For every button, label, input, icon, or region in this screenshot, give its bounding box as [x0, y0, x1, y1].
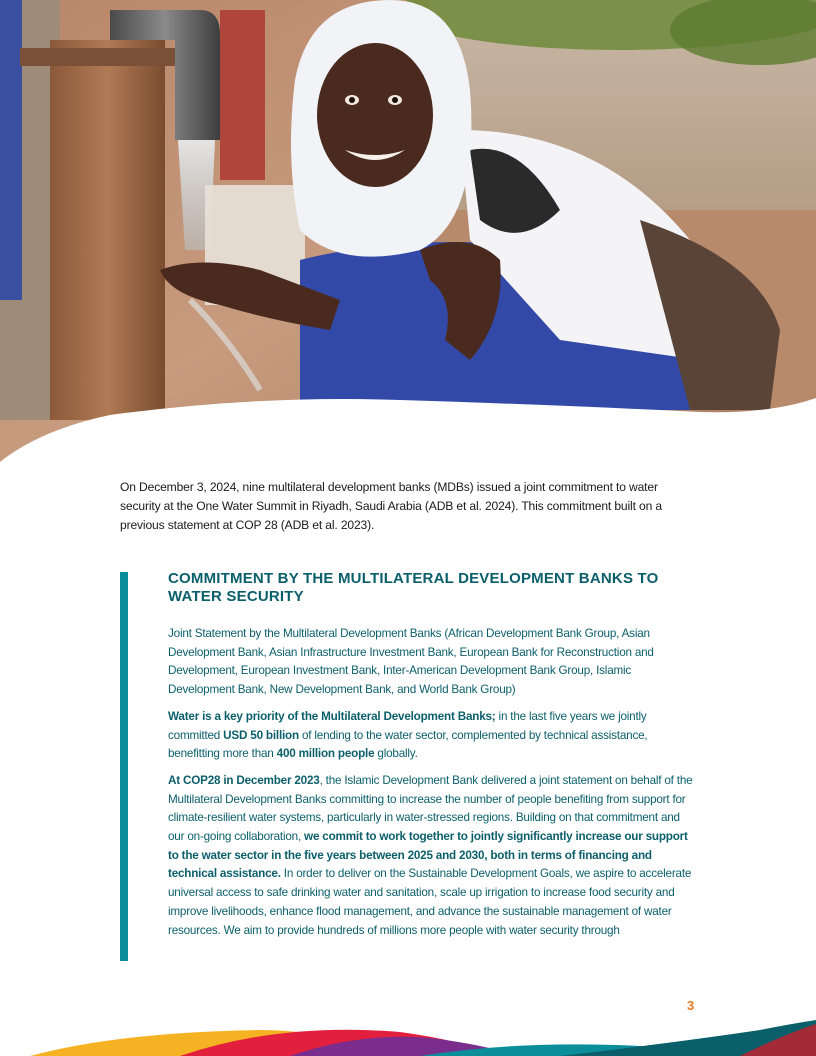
girl-at-water-tap-photo	[0, 0, 816, 470]
callout-p2-bold-1: Water is a key priority of the Multilateral Development Banks;	[168, 709, 496, 723]
callout-paragraph-1: Joint Statement by the Multilateral Development Banks (African Development Bank Group, Asian Development Bank, Asian Infrastructure Investment Bank, European Bank for Reconstruction and Development, European Investment Bank, Inter-American Development Bank Group, Islamic Development Bank, New Development Bank, and World Bank Group)	[168, 627, 654, 697]
footer-color-wave	[0, 1020, 816, 1056]
callout-p2-text-1: in the last five years we jointly committed	[168, 709, 647, 742]
callout-p3-bold-2: we commit to work together to jointly significantly increase our support to the water sector in the five years between 2025 and 2030, both in terms of financing and technical assistance.	[168, 830, 688, 881]
callout-p2-text-2: of lending to the water sector, complemented by technical assistance, benefitting more than	[168, 728, 648, 761]
callout-p3-text-1: , the Islamic Development Bank delivered a joint statement on behalf of the Multilateral Development Banks committing to increase the number of people benefiting from support for climate-resilient water systems, particularly in water-stressed regions. Building on that commitment and our on-going collaboration,	[168, 773, 693, 844]
callout-accent-bar	[120, 572, 128, 961]
callout-title: COMMITMENT BY THE MULTILATERAL DEVELOPMENT BANKS TO WATER SECURITY	[168, 570, 659, 605]
hero-photo	[0, 0, 816, 470]
callout-p2-text-3: globally.	[374, 747, 418, 761]
callout-paragraph-3	[168, 772, 696, 940]
intro-paragraph: On December 3, 2024, nine multilateral development banks (MDBs) issued a joint commitment to water security at the One Water Summit in Riyadh, Saudi Arabia (ADB et al. 2024). This commitment built on a previous statement at COP 28 (ADB et al. 2023).	[120, 480, 662, 532]
callout-p2-bold-2: USD 50 billion	[223, 728, 299, 742]
callout-p3-text-2: In order to deliver on the Sustainable Development Goals, we aspire to accelerate universal access to safe drinking water and sanitation, scale up irrigation to increase food security and improve livelihoods, enhance flood management, and advance the sustainable management of water resources. We aim to provide hundreds of millions more people with water security through	[168, 867, 692, 937]
callout-p3-bold-1: At COP28 in December 2023	[168, 773, 320, 787]
callout-p2-bold-3: 400 million people	[276, 747, 375, 761]
commitment-callout	[168, 570, 696, 948]
page-number: 3	[687, 998, 695, 1013]
callout-paragraph-2	[168, 708, 696, 764]
